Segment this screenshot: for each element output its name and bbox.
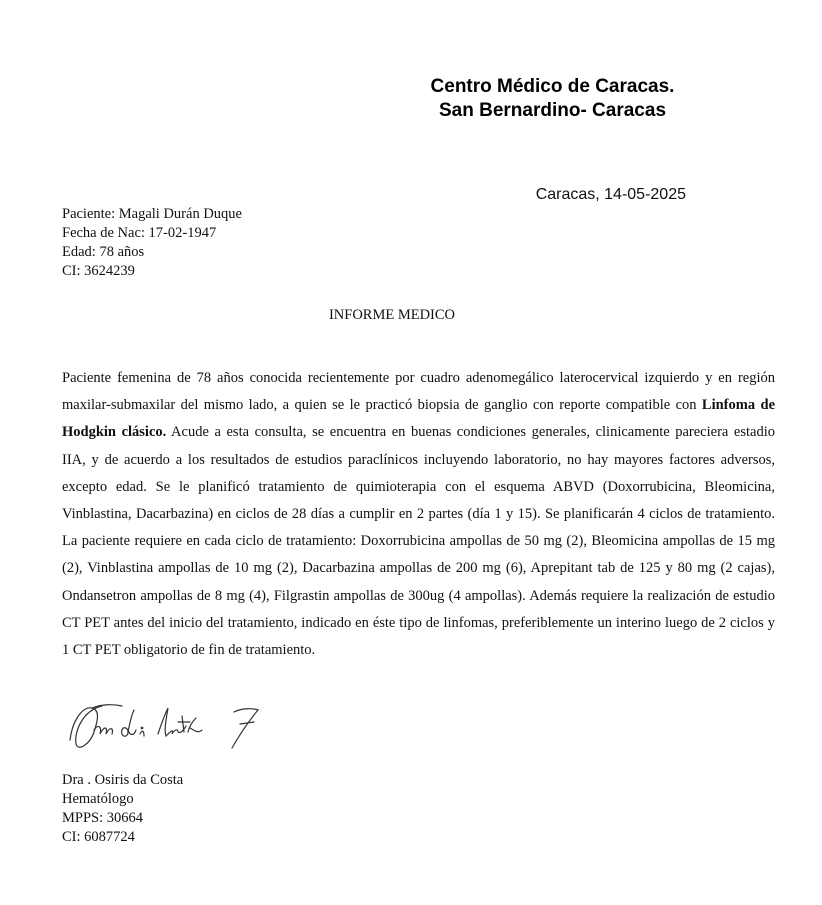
signature-image — [62, 700, 292, 765]
handwritten-signature-icon — [62, 700, 292, 760]
doctor-specialty: Hematólogo — [62, 791, 134, 807]
doctor-info — [62, 771, 183, 847]
clinic-name: Centro Médico de Caracas. — [430, 76, 675, 97]
clinic-header — [400, 75, 705, 123]
patient-birth-date: Fecha de Nac: 17-02-1947 — [62, 225, 217, 241]
patient-ci: CI: 3624239 — [62, 263, 135, 279]
patient-age: Edad: 78 años — [62, 244, 145, 260]
report-date: Caracas, 14-05-2025 — [535, 186, 686, 203]
doctor-ci: CI: 6087724 — [62, 829, 135, 845]
report-title: INFORME MEDICO — [328, 307, 456, 323]
patient-name: Paciente: Magali Durán Duque — [62, 206, 242, 222]
body-text-part2: Acude a esta consulta, se encuentra en buenas condiciones generales, clinicamente pareciera estadio IIA, y de acuerdo a los resultados de estudios paraclínicos incluyendo laboratorio, no hay mayores factores adversos, excepto edad. Se le planificó tratamiento de quimioterapia con el esquema ABVD (Doxorrubicina, Bleomicina, Vinblastina, Dacarbazina) en ciclos de 28 días a cumplir en 2 partes (día 1 y 15). Se planificarán 4 ciclos de tratamiento. La paciente requiere en cada ciclo de tratamiento: Doxorrubicina ampollas de 50 mg (2), Bleomicina ampollas de 15 mg (2), Vinblastina ampollas de 10 mg (2), Dacarbazina ampollas de 200 mg (6), Aprepitant tab de 125 y 80 mg (2 cajas), Ondansetron ampollas de 8 mg (4), Filgrastin ampollas de 300ug (4 ampollas). Además requiere la realización de estudio CT PET antes del inicio del tratamiento, indicado en éste tipo de linfomas, preferiblemente un interino luego de 2 ciclos y 1 CT PET obligatorio de fin de tratamiento. — [62, 424, 775, 659]
doctor-mpps: MPPS: 30664 — [62, 810, 143, 826]
patient-info — [62, 205, 242, 281]
clinic-location: San Bernardino- Caracas — [438, 100, 667, 121]
doctor-name: Dra . Osiris da Costa — [62, 772, 184, 788]
report-body — [62, 365, 775, 664]
body-text-part1: Paciente femenina de 78 años conocida recientemente por cuadro adenomegálico laterocervical izquierdo y en región maxilar-submaxilar del mismo lado, a quien se le practicó biopsia de ganglio con reporte compatible con — [62, 370, 775, 414]
diagnosis-bold: Linfoma de Hodgkin clásico. — [62, 397, 776, 441]
